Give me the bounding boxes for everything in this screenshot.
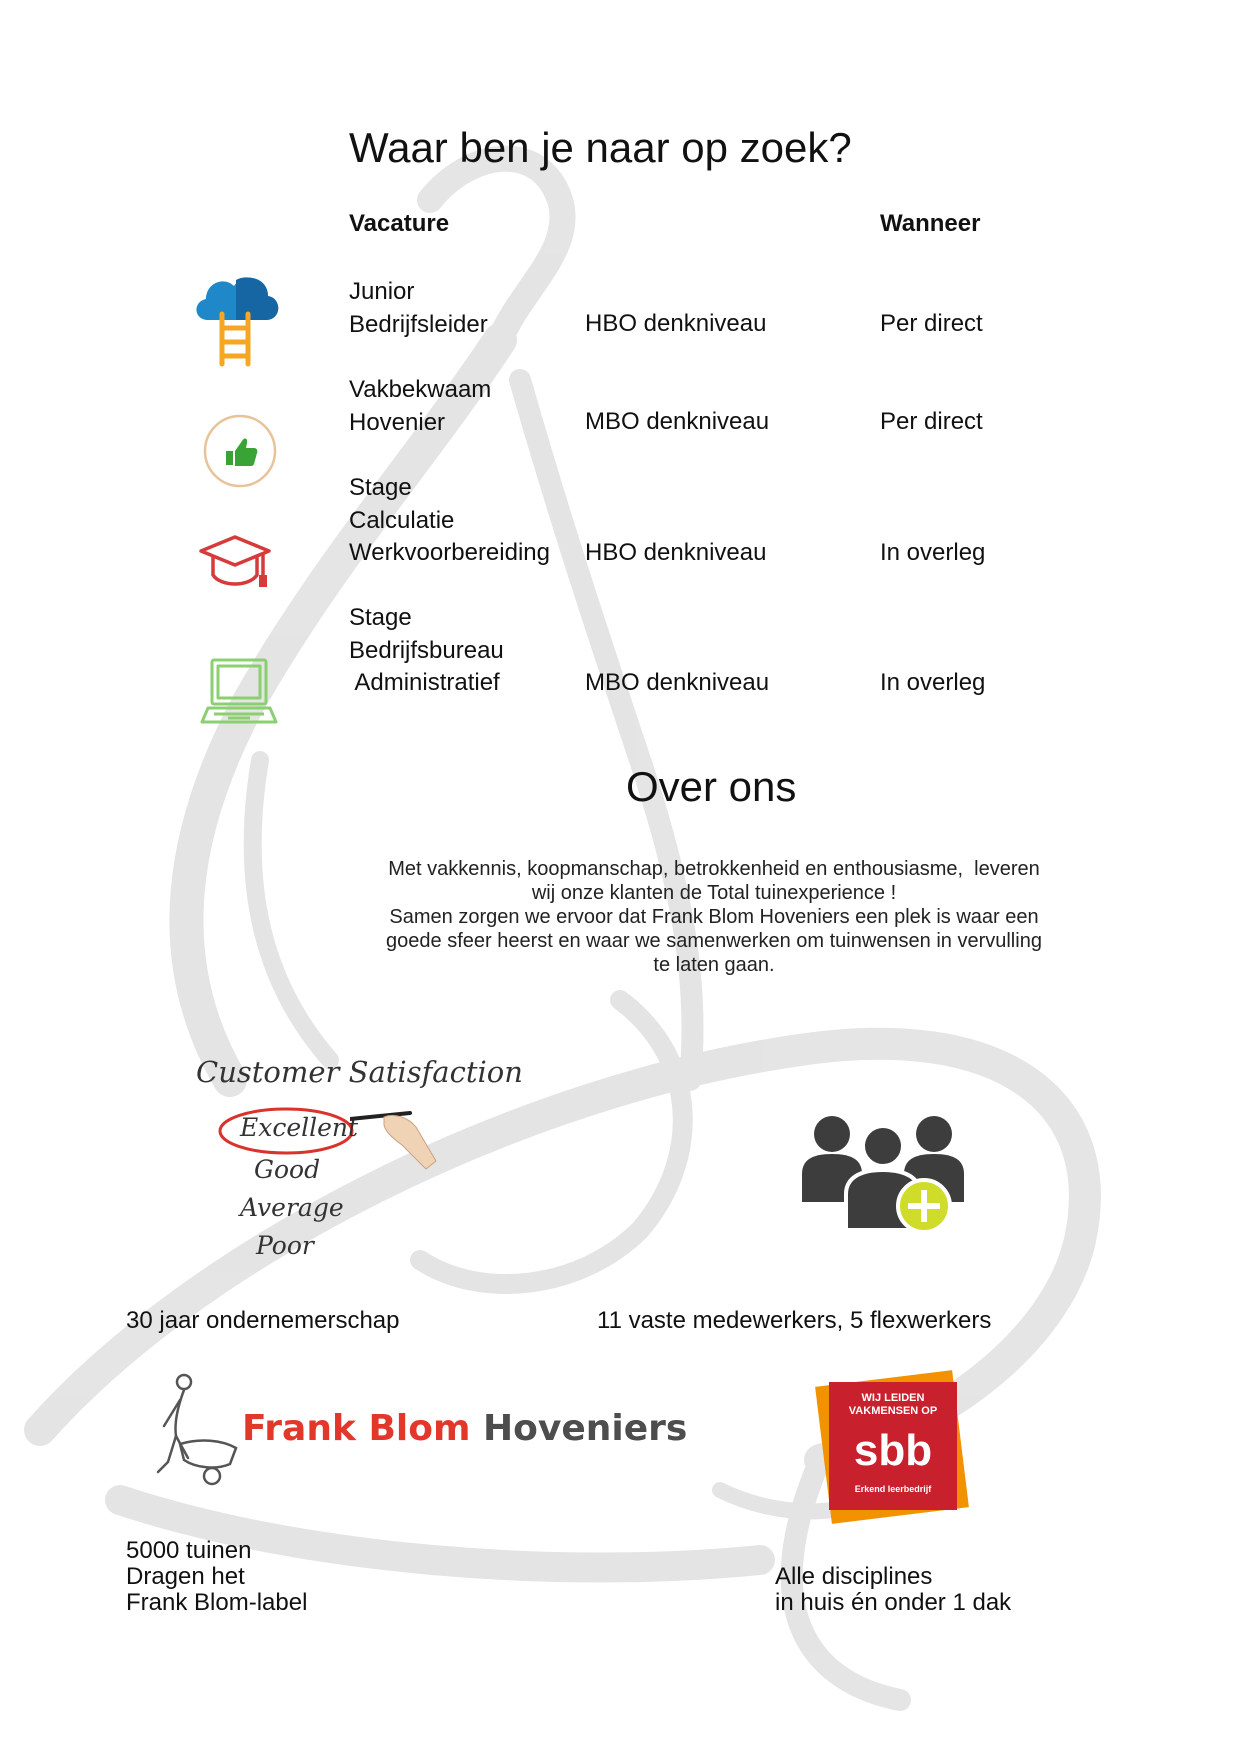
- vacancy-start: In overleg: [880, 669, 986, 696]
- sbb-mark: sbb: [853, 1426, 933, 1475]
- survey-option: Average: [240, 1193, 344, 1222]
- stat-disciplines: Alle disciplines in huis én onder 1 dak: [775, 1563, 1012, 1616]
- stat-years: 30 jaar ondernemerschap: [126, 1307, 400, 1334]
- vacancy-level: MBO denkniveau: [585, 408, 770, 435]
- stat-staff: 11 vaste medewerkers, 5 flexwerkers: [597, 1307, 992, 1334]
- add-people-icon: [800, 1110, 966, 1244]
- cloud-ladder-icon: [190, 268, 282, 368]
- badge-front: [829, 1382, 957, 1510]
- column-header-vacancy: Vacature: [349, 210, 450, 237]
- stat-gardens: 5000 tuinen Dragen het Frank Blom-label: [126, 1537, 308, 1616]
- vacancy-title: Stage Bedrijfsbureau Administratief: [349, 604, 504, 696]
- logo-wordmark: [242, 1408, 687, 1449]
- survey-option: Excellent: [240, 1113, 359, 1142]
- vacancy-level: HBO denkniveau: [585, 310, 767, 337]
- vacancy-title: Junior Bedrijfsleider: [349, 278, 488, 338]
- gardener-wheelbarrow-icon: [150, 1372, 242, 1488]
- logo-wordmark-suffix: Hoveniers: [470, 1408, 688, 1449]
- badge-footer: Erkend leerbedrijf: [854, 1484, 932, 1494]
- laptop-icon: [200, 656, 278, 728]
- vacancy-start: Per direct: [880, 310, 983, 337]
- frank-blom-hoveniers-logo: [150, 1372, 688, 1492]
- survey-option: Poor: [256, 1231, 314, 1260]
- badge-text: WIJ LEIDEN VAKMENSEN OP: [848, 1392, 938, 1417]
- about-text: Met vakkennis, koopmanschap, betrokkenheid en enthousiasme, leveren wij onze klanten de Total tuinexperience ! Samen zorgen we ervoor dat Frank Blom Hoveniers een plek is waar een goede sfeer heerst en waar we samenwerken om tuinwensen in vervulling te laten gaan.: [386, 858, 1042, 976]
- survey-option: Good: [254, 1155, 321, 1184]
- thumbs-up-icon: [202, 413, 278, 489]
- vacancy-level: MBO denkniveau: [585, 669, 770, 696]
- vacancy-title: Vakbekwaam Hovenier: [349, 376, 492, 436]
- graduation-cap-icon: [197, 533, 273, 593]
- section-title-about: Over ons: [626, 763, 797, 810]
- survey-title: Customer Satisfaction: [196, 1055, 523, 1089]
- logo-wordmark-brand: Frank Blom: [242, 1408, 471, 1449]
- vacancy-title: Stage Calculatie Werkvoorbereiding: [349, 474, 550, 566]
- vacancy-start: In overleg: [880, 539, 986, 566]
- customer-satisfaction-illustration: [190, 1055, 523, 1275]
- page-title: Waar ben je naar op zoek?: [349, 124, 852, 171]
- vacancy-level: HBO denkniveau: [585, 539, 767, 566]
- hand-with-pen-icon: [350, 1103, 440, 1173]
- vacancy-start: Per direct: [880, 408, 983, 435]
- sbb-erkend-leerbedrijf-badge: [815, 1370, 975, 1522]
- column-header-when: Wanneer: [880, 210, 981, 237]
